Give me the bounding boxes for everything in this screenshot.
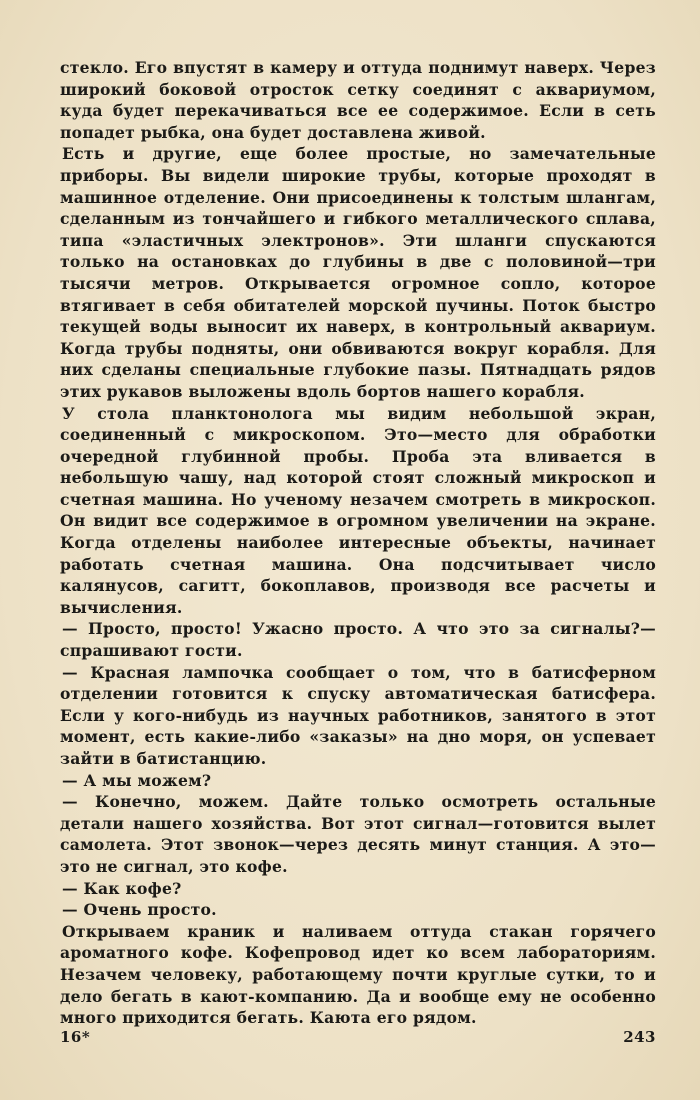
dialogue-line-3: — А мы можем?	[62, 770, 212, 790]
paragraph-plankton-table: У стола планктонолога мы видим небольшой экран, соединенный с микроскопом. Это—место для обработки очередной глубинной пробы. Проба эта вливается в небольшую чашу, над которой стоят сложный микроскоп и счетная машина. Но ученому незачем смотреть в микроскоп. Он видит все содержимое в огромном увеличении на экране. Когда отделены наиболее интересные объекты, начинает работать счетная машина. Она подсчитывает число калянусов, сагитт, бокоплавов, производя все расчеты и вычисления.	[60, 403, 656, 617]
dialogue-line-1: — Просто, просто! Ужасно просто. А что это за сигналы?— спрашивают гости.	[60, 619, 656, 661]
dialogue-line-2: — Красная лампочка сообщает о том, что в батисферном отделении готовится к спуску автоматическая батисфера. Если у кого-нибудь из научных работников, занятого в этот момент, есть какие-либо «заказы» на дно моря, он успевает зайти в батистанцию.	[60, 662, 656, 768]
dialogue-line-5: — Как кофе?	[62, 878, 182, 898]
signature-mark: 16*	[60, 1028, 91, 1046]
dialogue-line-6: — Очень просто.	[62, 900, 217, 920]
page-number: 243	[623, 1028, 656, 1046]
paragraph-continuation: стекло. Его впустят в камеру и оттуда поднимут наверх. Через широкий боковой отросток сетку соединят с аквариумом, куда будет перекачиваться все ее содержимое. Если в сеть попадет рыбка, она будет доставлена живой.	[60, 58, 656, 142]
dialogue-line-4: — Конечно, можем. Дайте только осмотреть остальные детали нашего хозяйства. Вот этот сигнал—готовится вылет самолета. Этот звонок—через десять минут станция. А это—это не сигнал, это кофе.	[60, 792, 656, 876]
paragraph-instruments: Есть и другие, еще более простые, но замечательные приборы. Вы видели широкие трубы, которые проходят в машинное отделение. Они присоединены к толстым шлангам, сделанным из тончайшего и гибкого металлического сплава, типа «эластичных электронов». Эти шланги спускаются только на остановках до глубины в две с половиной—три тысячи метров. Открывается огромное сопло, которое втягивает в себя обитателей морской пучины. Поток быстро текущей воды выносит их наверх, в контрольный аквариум. Когда трубы подняты, они обвиваются вокруг корабля. Для них сделаны специальные глубокие пазы. Пятнадцать рядов этих рукавов выложены вдоль бортов нашего корабля.	[60, 144, 656, 401]
paragraph-coffee: Открываем краник и наливаем оттуда стакан горячего ароматного кофе. Кофепровод идет ко всем лабораториям. Незачем человеку, работающему почти круглые сутки, то и дело бегать в кают-компанию. Да и вообще ему не особенно много приходится бегать. Каюта его рядом.	[60, 921, 656, 1028]
body-text	[60, 57, 656, 1029]
